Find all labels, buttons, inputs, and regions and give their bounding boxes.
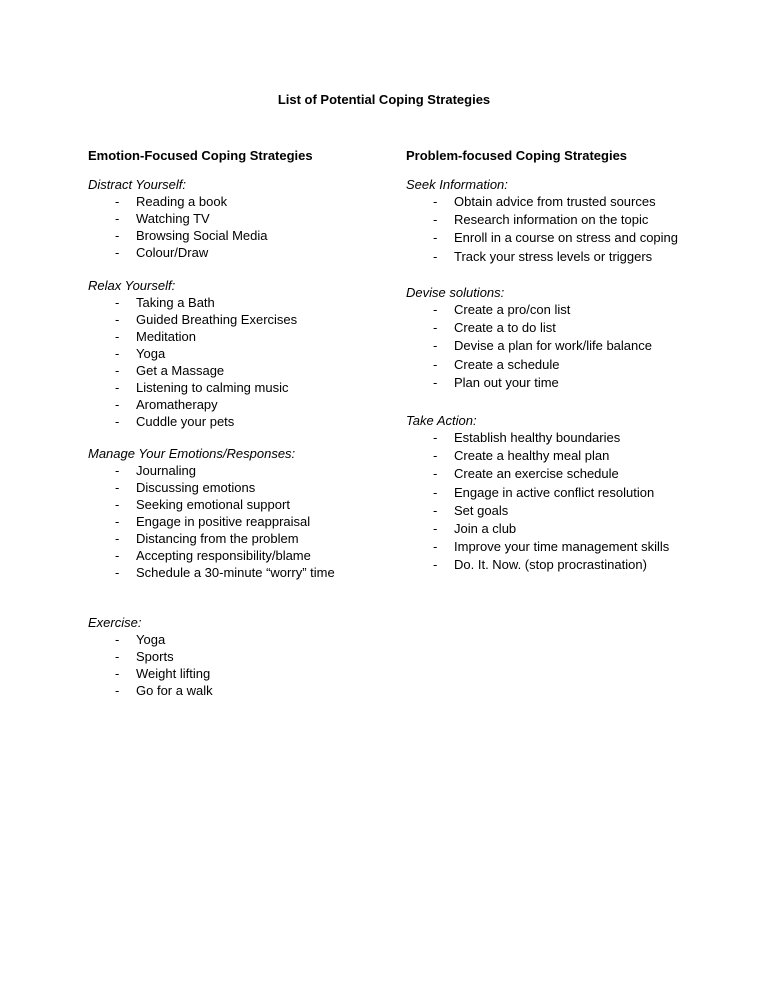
dash-bullet-icon: - (115, 666, 120, 681)
dash-bullet-icon: - (433, 466, 438, 482)
list-item (406, 465, 669, 483)
dash-bullet-icon: - (433, 430, 438, 445)
dash-bullet-icon: - (115, 363, 120, 378)
list-item (406, 429, 669, 447)
list-item-text: Distancing from the problem (136, 531, 299, 546)
dash-bullet-icon: - (115, 514, 120, 529)
dash-bullet-icon: - (115, 194, 120, 209)
dash-bullet-icon: - (115, 414, 120, 429)
list-item-text: Enroll in a course on stress and coping (454, 230, 679, 246)
dash-bullet-icon: - (115, 565, 120, 580)
list-item (88, 631, 213, 648)
dash-bullet-icon: - (115, 329, 120, 344)
dash-bullet-icon: - (115, 632, 120, 647)
list-item-text: Research information on the topic (454, 212, 649, 228)
list-item-text: Join a club (454, 520, 517, 536)
list-item (88, 665, 213, 682)
section-title: Exercise: (88, 615, 142, 630)
list-item (406, 211, 678, 229)
list-item (88, 210, 268, 227)
list-item (88, 362, 297, 379)
list-item (406, 229, 678, 247)
strategy-section (406, 412, 669, 575)
strategy-list (88, 631, 213, 699)
problem-focused-heading: Problem-focused Coping Strategies (406, 148, 628, 163)
dash-bullet-icon: - (115, 683, 120, 698)
list-item-text: Schedule a 30-minute “worry” time (136, 565, 335, 580)
list-item-text: Establish healthy boundaries (454, 430, 621, 445)
list-item (406, 484, 669, 502)
list-item (88, 462, 335, 479)
list-item (406, 248, 678, 266)
list-item (88, 345, 297, 362)
dash-bullet-icon: - (433, 448, 438, 464)
list-item-text: Reading a book (136, 194, 228, 209)
list-item (88, 311, 297, 328)
list-item (88, 564, 335, 581)
list-item (406, 447, 669, 465)
list-item-text: Browsing Social Media (136, 228, 268, 243)
dash-bullet-icon: - (115, 295, 120, 310)
list-item (406, 319, 652, 337)
list-item-text: Colour/Draw (136, 245, 209, 260)
list-item-text: Accepting responsibility/blame (136, 548, 311, 563)
dash-bullet-icon: - (115, 480, 120, 495)
list-item (406, 556, 669, 574)
dash-bullet-icon: - (115, 228, 120, 243)
list-item-text: Create a healthy meal plan (454, 448, 610, 464)
dash-bullet-icon: - (433, 248, 438, 264)
list-item (88, 648, 213, 665)
list-item-text: Engage in positive reappraisal (136, 514, 311, 529)
section-title: Distract Yourself: (88, 177, 187, 192)
list-item-text: Create a to do list (454, 320, 556, 336)
list-item (88, 396, 297, 413)
dash-bullet-icon: - (433, 230, 438, 246)
dash-bullet-icon: - (433, 302, 438, 317)
list-item-text: Yoga (136, 632, 166, 647)
list-item (88, 294, 297, 311)
dash-bullet-icon: - (115, 397, 120, 412)
list-item-text: Sports (136, 649, 174, 664)
dash-bullet-icon: - (115, 380, 120, 395)
dash-bullet-icon: - (433, 194, 438, 209)
list-item (406, 520, 669, 538)
list-item-text: Track your stress levels or triggers (454, 248, 653, 264)
list-item-text: Discussing emotions (136, 480, 256, 495)
strategy-list (88, 294, 297, 430)
dash-bullet-icon: - (433, 356, 438, 372)
list-item-text: Cuddle your pets (136, 414, 235, 429)
section-title: Manage Your Emotions/Responses: (88, 446, 296, 461)
list-item-text: Obtain advice from trusted sources (454, 194, 656, 209)
strategy-section (406, 176, 678, 266)
dash-bullet-icon: - (433, 539, 438, 555)
section-title: Take Action: (406, 413, 477, 428)
dash-bullet-icon: - (433, 212, 438, 228)
dash-bullet-icon: - (433, 520, 438, 536)
list-item-text: Yoga (136, 346, 166, 361)
strategy-section (406, 284, 652, 392)
dash-bullet-icon: - (115, 245, 120, 260)
strategy-list (406, 193, 678, 266)
emotion-focused-heading: Emotion-Focused Coping Strategies (88, 148, 313, 163)
dash-bullet-icon: - (115, 211, 120, 226)
list-item (88, 413, 297, 430)
list-item (406, 374, 652, 392)
list-item-text: Create a schedule (454, 356, 560, 372)
dash-bullet-icon: - (433, 502, 438, 518)
dash-bullet-icon: - (433, 338, 438, 354)
list-item-text: Devise a plan for work/life balance (454, 338, 652, 354)
dash-bullet-icon: - (115, 649, 120, 664)
list-item-text: Plan out your time (454, 374, 559, 390)
list-item (406, 301, 652, 319)
list-item-text: Guided Breathing Exercises (136, 312, 298, 327)
list-item (88, 513, 335, 530)
list-item (88, 193, 268, 210)
section-title: Devise solutions: (406, 285, 505, 300)
list-item (406, 502, 669, 520)
list-item-text: Aromatherapy (136, 397, 218, 412)
list-item (88, 682, 213, 699)
list-item (88, 496, 335, 513)
strategy-list (406, 429, 669, 575)
strategy-section (88, 614, 213, 699)
list-item-text: Watching TV (136, 211, 210, 226)
list-item-text: Go for a walk (136, 683, 213, 698)
list-item-text: Create an exercise schedule (454, 466, 619, 482)
dash-bullet-icon: - (115, 548, 120, 563)
list-item (88, 328, 297, 345)
list-item (406, 337, 652, 355)
list-item-text: Set goals (454, 502, 509, 518)
dash-bullet-icon: - (115, 531, 120, 546)
dash-bullet-icon: - (115, 312, 120, 327)
list-item (88, 479, 335, 496)
dash-bullet-icon: - (115, 346, 120, 361)
strategy-list (88, 462, 335, 581)
list-item-text: Listening to calming music (136, 380, 289, 395)
dash-bullet-icon: - (433, 374, 438, 390)
list-item-text: Get a Massage (136, 363, 225, 378)
list-item-text: Create a pro/con list (454, 302, 571, 317)
strategy-list (88, 193, 268, 261)
section-title: Relax Yourself: (88, 278, 176, 293)
list-item-text: Do. It. Now. (stop procrastination) (454, 557, 647, 573)
strategy-section (88, 176, 268, 261)
list-item-text: Improve your time management skills (454, 539, 670, 555)
list-item-text: Taking a Bath (136, 295, 215, 310)
list-item-text: Engage in active conflict resolution (454, 484, 655, 500)
list-item (88, 244, 268, 261)
strategy-section (88, 445, 335, 581)
list-item (88, 227, 268, 244)
dash-bullet-icon: - (433, 320, 438, 336)
list-item (88, 530, 335, 547)
list-item (406, 193, 678, 211)
dash-bullet-icon: - (433, 484, 438, 500)
list-item (406, 538, 669, 556)
document-title: List of Potential Coping Strategies (277, 92, 491, 107)
list-item (88, 379, 297, 396)
list-item-text: Seeking emotional support (136, 497, 290, 512)
list-item-text: Weight lifting (136, 666, 211, 681)
strategy-list (406, 301, 652, 392)
dash-bullet-icon: - (433, 557, 438, 573)
dash-bullet-icon: - (115, 497, 120, 512)
strategy-section (88, 277, 297, 430)
dash-bullet-icon: - (115, 463, 120, 478)
section-title: Seek Information: (406, 177, 508, 192)
list-item (88, 547, 335, 564)
list-item-text: Meditation (136, 329, 196, 344)
list-item (406, 356, 652, 374)
list-item-text: Journaling (136, 463, 196, 478)
